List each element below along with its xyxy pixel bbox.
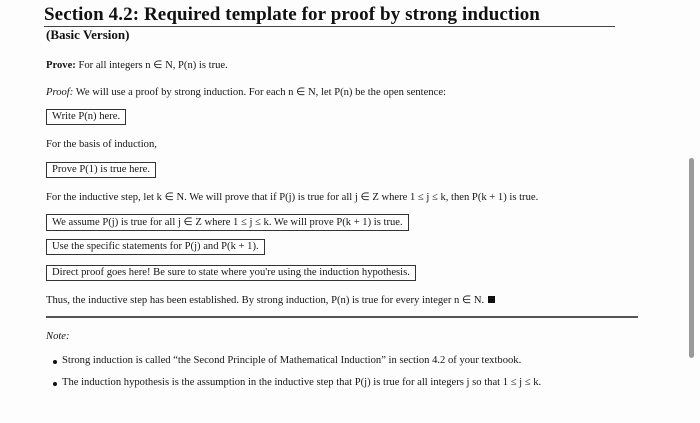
note-item: Strong induction is called “the Second Principle of Mathematical Induction” in section 4.2 of your textbook. — [62, 355, 522, 366]
page-subtitle: (Basic Version) — [46, 27, 130, 42]
conclusion-text: Thus, the inductive step has been established. By strong induction, P(n) is true for every integer n ∈ N. — [46, 295, 485, 306]
proof-label: Proof: — [46, 87, 74, 98]
prove-text: For all integers n ∈ N, P(n) is true. — [78, 60, 228, 71]
proof-intro — [46, 86, 446, 98]
specific-statements-box: Use the specific statements for P(j) and P(k + 1). — [46, 239, 265, 255]
prove-p1-box: Prove P(1) is true here. — [46, 162, 156, 178]
assume-box: We assume P(j) is true for all j ∈ Z where 1 ≤ j ≤ k. We will prove P(k + 1) is true. — [46, 214, 409, 231]
note-label: Note: — [46, 331, 70, 342]
page-title: Section 4.2: Required template for proof by strong induction — [44, 4, 540, 25]
proof-text: We will use a proof by strong induction. For each n ∈ N, let P(n) be the open sentence: — [75, 87, 446, 98]
qed-square-icon — [488, 296, 495, 303]
note-item: The induction hypothesis is the assumption in the inductive step that P(j) is true for all integers j so that 1 ≤ j ≤ k. — [62, 377, 542, 388]
title-underline — [44, 26, 615, 27]
write-pn-box: Write P(n) here. — [46, 109, 126, 125]
prove-label: Prove: — [46, 60, 76, 71]
conclusion-statement — [46, 294, 495, 306]
direct-proof-box: Direct proof goes here! Be sure to state where you're using the induction hypothesis. — [46, 265, 416, 281]
scrollbar[interactable] — [689, 158, 694, 358]
basis-text: For the basis of induction, — [46, 139, 157, 150]
inductive-step-text: For the inductive step, let k ∈ N. We will prove that if P(j) is true for all j ∈ Z where 1 ≤ j ≤ k, then P(k + 1) is true. — [46, 192, 539, 203]
section-divider — [46, 316, 638, 318]
prove-statement — [46, 59, 228, 71]
